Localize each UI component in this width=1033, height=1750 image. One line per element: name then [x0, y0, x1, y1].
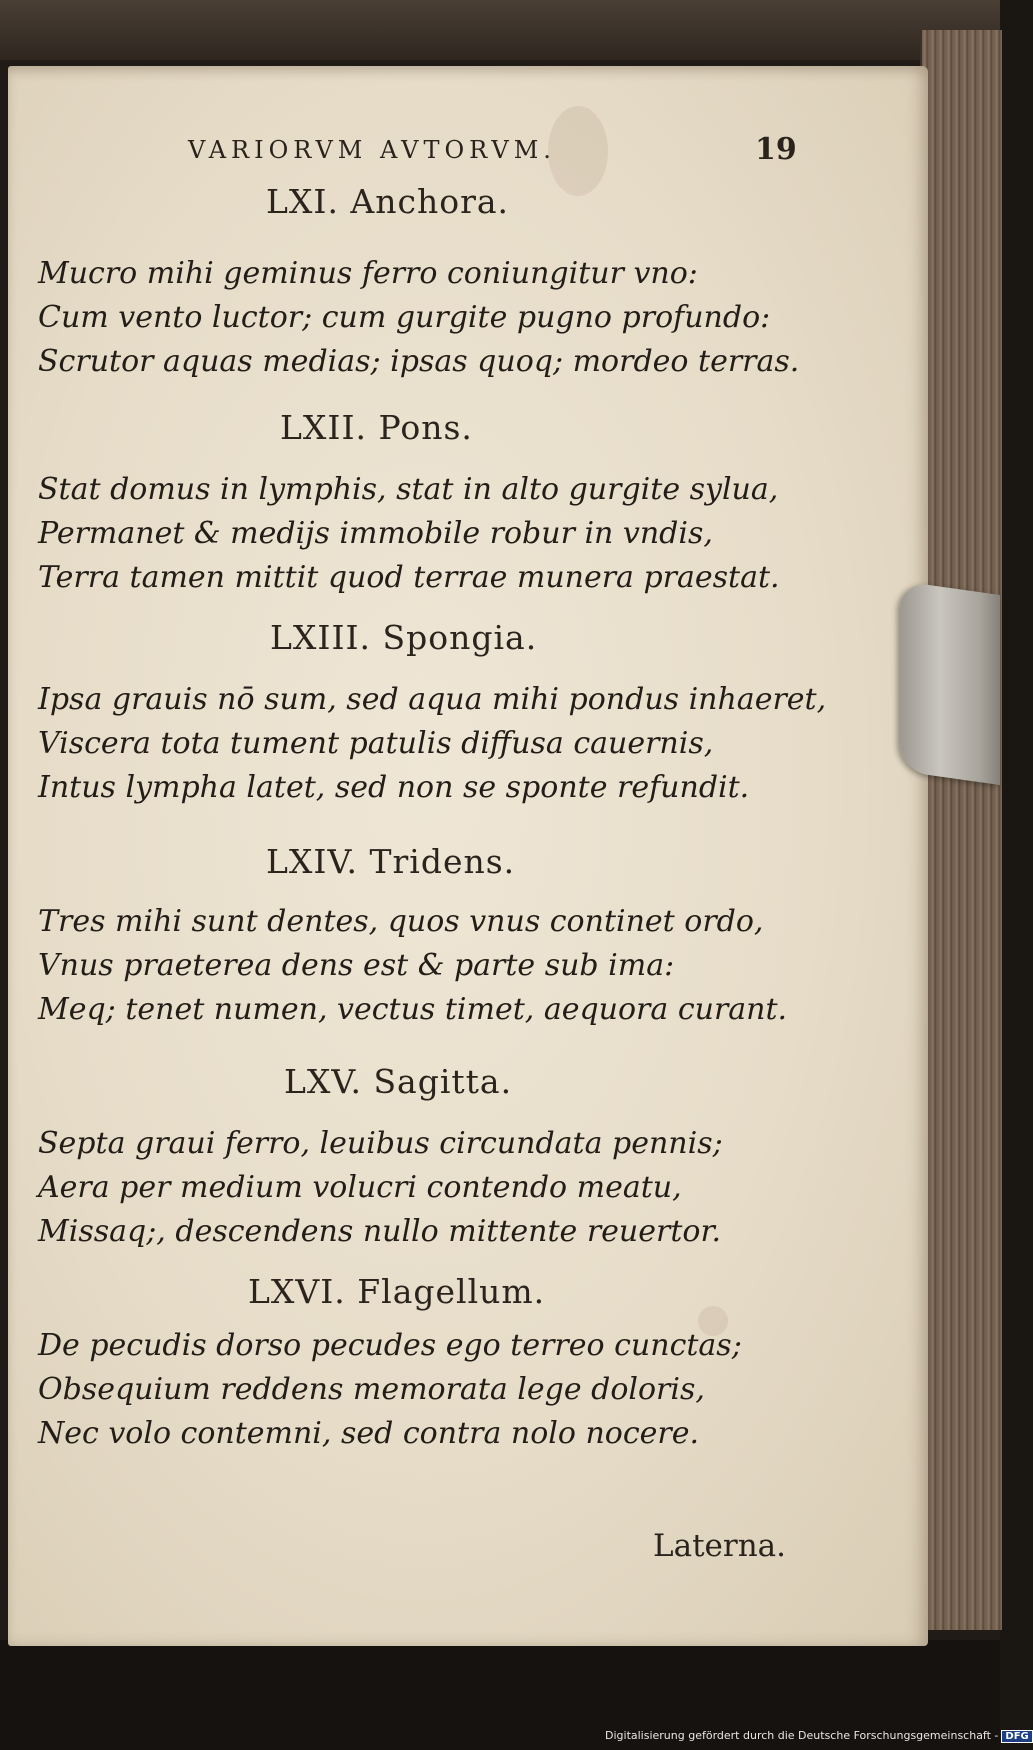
- riddle-title: LXIII. Spongia.: [270, 618, 538, 657]
- book-page: [8, 66, 928, 1646]
- verse-line: Mucro mihi geminus ferro coniungitur vno:: [38, 256, 698, 291]
- page-block-edge: [920, 30, 1002, 1630]
- page-number: 19: [755, 132, 797, 167]
- verse-line: Permanet & medijs immobile robur in vndis,: [38, 516, 713, 551]
- dfg-logo: DFG: [1001, 1730, 1032, 1743]
- page-clip: [900, 581, 1000, 785]
- riddle-title: LXI. Anchora.: [266, 182, 510, 221]
- riddle-title: LXV. Sagitta.: [284, 1062, 513, 1101]
- verse-line: Aera per medium volucri contendo meatu,: [38, 1170, 682, 1205]
- verse-line: Tres mihi sunt dentes, quos vnus continet ordo,: [38, 904, 764, 939]
- verse-line: Ipsa grauis nō sum, sed aqua mihi pondus inhaeret,: [38, 682, 827, 717]
- riddle-title: LXIV. Tridens.: [266, 842, 516, 881]
- book-top-edge: [0, 0, 1000, 60]
- digitization-credit: [605, 1729, 1033, 1743]
- verse-line: Nec volo contemni, sed contra nolo nocere.: [38, 1416, 700, 1451]
- verse-line: Cum vento luctor; cum gurgite pugno profundo:: [38, 300, 771, 335]
- verse-line: Viscera tota tument patulis diffusa cauernis,: [38, 726, 714, 761]
- riddle-title: LXII. Pons.: [280, 408, 473, 447]
- verse-line: De pecudis dorso pecudes ego terreo cunctas;: [38, 1328, 742, 1363]
- catchword: Laterna.: [653, 1528, 786, 1564]
- verse-line: Vnus praeterea dens est & parte sub ima:: [38, 948, 675, 983]
- verse-line: Missaq;, descendens nullo mittente reuertor.: [38, 1214, 722, 1249]
- verse-line: Obsequium reddens memorata lege doloris,: [38, 1372, 705, 1407]
- verse-line: Terra tamen mittit quod terrae munera praestat.: [38, 560, 780, 595]
- running-head: VARIORVM AVTORVM.: [188, 136, 556, 164]
- verse-line: Septa graui ferro, leuibus circundata pennis;: [38, 1126, 723, 1161]
- verse-line: Stat domus in lymphis, stat in alto gurgite sylua,: [38, 472, 779, 507]
- verse-line: Intus lympha latet, sed non se sponte refundit.: [38, 770, 750, 805]
- verse-line: Meq; tenet numen, vectus timet, aequora curant.: [38, 992, 788, 1027]
- verse-line: Scrutor aquas medias; ipsas quoq; mordeo terras.: [38, 344, 800, 379]
- credit-text: Digitalisierung gefördert durch die Deutsche Forschungsgemeinschaft -: [605, 1729, 999, 1742]
- riddle-title: LXVI. Flagellum.: [248, 1272, 546, 1311]
